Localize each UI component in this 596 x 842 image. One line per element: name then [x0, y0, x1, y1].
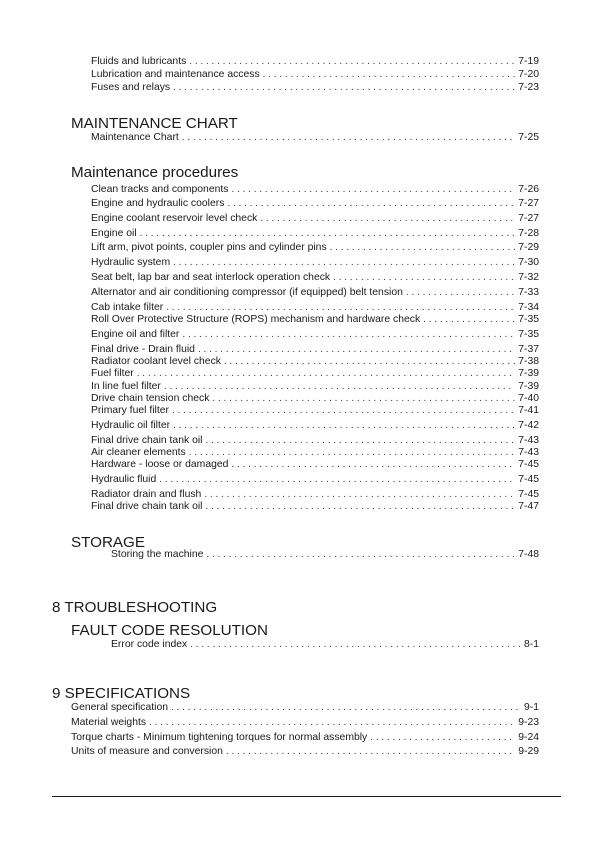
- toc-entry[interactable]: [91, 256, 539, 269]
- toc-entry[interactable]: [111, 638, 539, 651]
- toc-entry-title: Clean tracks and components: [91, 184, 229, 195]
- dot-leader: [231, 183, 515, 196]
- toc-entry-page: 7-27: [518, 213, 539, 224]
- toc-entry-title: Hardware - loose or damaged: [91, 459, 229, 470]
- toc-entry-page: 7-32: [518, 272, 539, 283]
- toc-entry[interactable]: [91, 313, 539, 326]
- toc-entry[interactable]: [91, 419, 539, 432]
- toc-entry-page: 7-29: [518, 242, 539, 253]
- toc-entry-page: 7-48: [518, 549, 539, 560]
- toc-entry[interactable]: [91, 500, 539, 513]
- toc-entry-page: 7-34: [518, 302, 539, 313]
- dot-leader: [370, 731, 515, 744]
- toc-entry-page: 7-30: [518, 257, 539, 268]
- dot-leader: [226, 745, 515, 758]
- toc-entry-title: In line fuel filter: [91, 381, 161, 392]
- toc-entry-page: 7-20: [518, 69, 539, 80]
- dot-leader: [140, 227, 516, 240]
- toc-entry-title: Fuel filter: [91, 368, 134, 379]
- dot-leader: [159, 473, 515, 486]
- toc-entry-page: 7-45: [518, 489, 539, 500]
- toc-entry[interactable]: [91, 55, 539, 68]
- dot-leader: [333, 271, 515, 284]
- toc-entry-page: 9-29: [518, 746, 539, 757]
- toc-entry-title: Primary fuel filter: [91, 405, 169, 416]
- toc-entry[interactable]: [91, 131, 539, 144]
- toc-entry[interactable]: [91, 212, 539, 225]
- toc-entry[interactable]: [91, 286, 539, 299]
- dot-leader: [182, 328, 515, 341]
- toc-entry-title: Hydraulic system: [91, 257, 171, 268]
- toc-entry-page: 7-25: [518, 132, 539, 143]
- toc-entry[interactable]: [91, 328, 539, 341]
- dot-leader: [406, 286, 515, 299]
- toc-entry-title: Air cleaner elements: [91, 447, 186, 458]
- toc-entry-title: Torque charts - Minimum tightening torques for normal assembly: [71, 732, 368, 743]
- toc-entry-page: 9-1: [523, 702, 539, 713]
- toc-entry[interactable]: [71, 716, 539, 729]
- toc-entry-page: 7-27: [518, 198, 539, 209]
- dot-leader: [149, 716, 515, 729]
- dot-leader: [173, 81, 515, 94]
- toc-entry-page: 7-28: [518, 228, 539, 239]
- toc-entry[interactable]: [91, 367, 539, 380]
- toc-entry-title: Alternator and air conditioning compressor (if equipped) belt tension: [91, 287, 403, 298]
- toc-entry-title: Storing the machine: [111, 549, 204, 560]
- toc-entry-title: Material weights: [71, 717, 147, 728]
- toc-entry[interactable]: [91, 458, 539, 471]
- toc-entry[interactable]: [91, 81, 539, 94]
- toc-entry-title: Engine oil: [91, 228, 137, 239]
- toc-entry-title: Radiator coolant level check: [91, 356, 221, 367]
- toc-entry-page: 7-39: [518, 381, 539, 392]
- dot-leader: [172, 404, 515, 417]
- toc-entry-title: Final drive chain tank oil: [91, 501, 203, 512]
- dot-leader: [190, 638, 521, 651]
- toc-entry-title: Hydraulic oil filter: [91, 420, 171, 431]
- toc-entry-title: Maintenance Chart: [91, 132, 179, 143]
- toc-entry-page: 7-26: [518, 184, 539, 195]
- chapter-heading-specifications: 9 SPECIFICATIONS: [52, 685, 191, 702]
- section-heading-maintenance-procedures: Maintenance procedures: [71, 164, 239, 181]
- toc-entry-title: Lubrication and maintenance access: [91, 69, 260, 80]
- toc-entry-page: 9-24: [518, 732, 539, 743]
- toc-entry-title: Roll Over Protective Structure (ROPS) mechanism and hardware check: [91, 314, 421, 325]
- toc-entry-title: Engine coolant reservoir level check: [91, 213, 258, 224]
- dot-leader: [173, 419, 515, 432]
- dot-leader: [330, 241, 516, 254]
- toc-entry-title: Units of measure and conversion: [71, 746, 223, 757]
- toc-entry-page: 7-42: [518, 420, 539, 431]
- dot-leader: [189, 55, 515, 68]
- toc-entry[interactable]: [91, 271, 539, 284]
- dot-leader: [137, 367, 515, 380]
- toc-entry-title: Engine and hydraulic coolers: [91, 198, 225, 209]
- dot-leader: [182, 131, 515, 144]
- dot-leader: [206, 548, 515, 561]
- toc-entry[interactable]: [91, 197, 539, 210]
- toc-entry-page: 8-1: [523, 639, 539, 650]
- dot-leader: [423, 313, 515, 326]
- toc-entry-page: 9-23: [518, 717, 539, 728]
- dot-leader: [227, 197, 515, 210]
- chapter-heading-troubleshooting: 8 TROUBLESHOOTING: [52, 599, 218, 616]
- toc-entry[interactable]: [91, 227, 539, 240]
- section-heading-maintenance-chart: MAINTENANCE CHART: [71, 115, 238, 132]
- toc-entry-page: 7-19: [518, 56, 539, 67]
- section-heading-storage: STORAGE: [71, 534, 145, 551]
- toc-entry-page: 7-35: [518, 329, 539, 340]
- toc-entry[interactable]: [91, 404, 539, 417]
- toc-entry-title: Radiator drain and flush: [91, 489, 202, 500]
- toc-entry-title: Lift arm, pivot points, coupler pins and cylinder pins: [91, 242, 327, 253]
- dot-leader: [263, 68, 516, 81]
- toc-entry[interactable]: [71, 745, 539, 758]
- footer-rule: [52, 796, 561, 797]
- toc-entry-title: Fluids and lubricants: [91, 56, 187, 67]
- toc-entry-page: 7-45: [518, 459, 539, 470]
- toc-entry-page: 7-45: [518, 474, 539, 485]
- toc-entry-page: 7-37: [518, 344, 539, 355]
- toc-entry-title: General specification: [71, 702, 169, 713]
- dot-leader: [173, 256, 515, 269]
- toc-entry[interactable]: [91, 68, 539, 81]
- dot-leader: [171, 701, 521, 714]
- toc-entry-page: 7-38: [518, 356, 539, 367]
- toc-entry-page: 7-35: [518, 314, 539, 325]
- toc-entry[interactable]: [71, 701, 539, 714]
- toc-entry[interactable]: [91, 473, 539, 486]
- toc-entry-page: 7-40: [518, 393, 539, 404]
- toc-entry[interactable]: [91, 183, 539, 196]
- toc-entry-title: Error code index: [111, 639, 188, 650]
- toc-entry-title: Final drive chain tank oil: [91, 435, 203, 446]
- toc-entry-page: 7-43: [518, 435, 539, 446]
- toc-entry-page: 7-47: [518, 501, 539, 512]
- toc-entry[interactable]: [91, 241, 539, 254]
- toc-entry[interactable]: [111, 548, 539, 561]
- toc-entry-title: Final drive - Drain fluid: [91, 344, 195, 355]
- dot-leader: [231, 458, 515, 471]
- toc-entry-title: Cab intake filter: [91, 302, 164, 313]
- toc-entry-page: 7-39: [518, 368, 539, 379]
- toc-entry-title: Seat belt, lap bar and seat interlock operation check: [91, 272, 331, 283]
- toc-entry-title: Engine oil and filter: [91, 329, 180, 340]
- toc-entry-page: 7-33: [518, 287, 539, 298]
- toc-entry-page: 7-41: [518, 405, 539, 416]
- toc-entry[interactable]: [71, 731, 539, 744]
- toc-entry-title: Drive chain tension check: [91, 393, 210, 404]
- toc-entry-page: 7-43: [518, 447, 539, 458]
- toc-entry-page: 7-23: [518, 82, 539, 93]
- dot-leader: [205, 500, 515, 513]
- toc-entry-title: Hydraulic fluid: [91, 474, 157, 485]
- dot-leader: [260, 212, 515, 225]
- section-heading-fault-code-resolution: FAULT CODE RESOLUTION: [71, 622, 268, 639]
- toc-entry-title: Fuses and relays: [91, 82, 171, 93]
